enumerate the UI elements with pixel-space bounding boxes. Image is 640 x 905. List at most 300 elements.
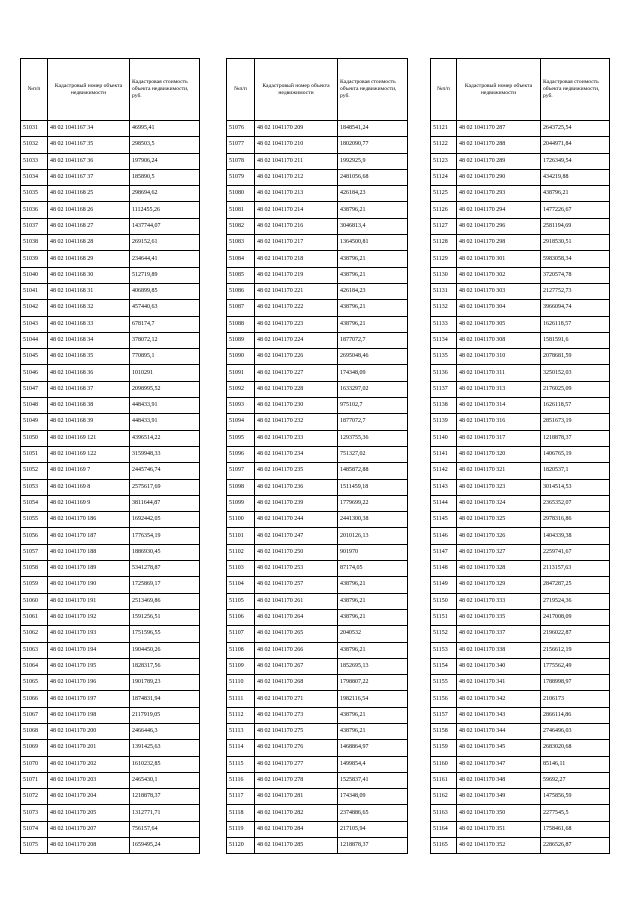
- cadastral-cost-cell: 1218878,37: [338, 838, 408, 854]
- cadastral-cost-cell: 3720574,78: [541, 267, 610, 283]
- cadastral-cost-cell: 298694,62: [130, 186, 200, 202]
- row-number-cell: 51155: [431, 675, 457, 691]
- cadastral-cost-cell: 2176025,09: [541, 381, 610, 397]
- table-row: [21, 626, 200, 642]
- cadastral-cost-cell: 1659495,24: [130, 838, 200, 854]
- cadastral-cost-cell: 434219,88: [541, 169, 610, 185]
- cadastral-cost-cell: 426184,23: [338, 186, 408, 202]
- table-row: [431, 414, 610, 430]
- table-row: [431, 251, 610, 267]
- cadastral-cost-cell: 1725869,17: [130, 577, 200, 593]
- cadastral-number-cell: 48 02 1041170 211: [255, 153, 338, 169]
- cadastral-cost-cell: 197906,24: [130, 153, 200, 169]
- table-row: [227, 756, 408, 772]
- cadastral-number-cell: 48 02 1041170 347: [457, 756, 541, 772]
- cadastral-cost-cell: 298503,5: [130, 137, 200, 153]
- cadastral-cost-cell: 901970: [338, 544, 408, 560]
- table-row: [21, 332, 200, 348]
- cadastral-cost-cell: 756157,64: [130, 821, 200, 837]
- cadastral-cost-cell: 2978316,86: [541, 512, 610, 528]
- cadastral-cost-cell: 1626118,57: [541, 398, 610, 414]
- table-row: [21, 381, 200, 397]
- cadastral-number-cell: 48 02 1041170 284: [255, 821, 338, 837]
- table-row: [21, 512, 200, 528]
- cadastral-cost-cell: 438796,21: [338, 723, 408, 739]
- table-row: [21, 153, 200, 169]
- cadastral-number-cell: 48 02 1041170 329: [457, 577, 541, 593]
- cadastral-cost-cell: 1485872,88: [338, 463, 408, 479]
- cadastral-cost-cell: 1828317,56: [130, 658, 200, 674]
- table-row: [431, 169, 610, 185]
- cadastral-cost-cell: 2277545,5: [541, 805, 610, 821]
- row-number-cell: 51102: [227, 544, 255, 560]
- cadastral-cost-cell: 2098995,52: [130, 381, 200, 397]
- row-number-cell: 51041: [21, 283, 48, 299]
- table-row: [227, 267, 408, 283]
- cadastral-cost-cell: 1726349,54: [541, 153, 610, 169]
- row-number-cell: 51123: [431, 153, 457, 169]
- header-cadastral-number: Кадастровый номер объекта недвижимости: [457, 59, 541, 121]
- table-row: [21, 169, 200, 185]
- cadastral-number-cell: 48 02 1041170 314: [457, 398, 541, 414]
- cadastral-cost-cell: 234644,41: [130, 251, 200, 267]
- row-number-cell: 51062: [21, 626, 48, 642]
- table-row: [431, 202, 610, 218]
- table-row: [21, 593, 200, 609]
- cadastral-cost-cell: 1901789,23: [130, 675, 200, 691]
- cadastral-number-cell: 48 02 1041170 187: [48, 528, 130, 544]
- table-row: [227, 430, 408, 446]
- table-row: [21, 121, 200, 137]
- cadastral-cost-cell: 1775562,49: [541, 658, 610, 674]
- cadastral-number-cell: 48 02 1041170 204: [48, 789, 130, 805]
- table-row: [21, 495, 200, 511]
- cadastral-number-cell: 48 02 1041170 205: [48, 805, 130, 821]
- table-row: [431, 300, 610, 316]
- cadastral-cost-cell: 2286526,87: [541, 838, 610, 854]
- cadastral-cost-cell: 1776354,19: [130, 528, 200, 544]
- table-row: [227, 316, 408, 332]
- cadastral-cost-cell: 2010126,13: [338, 528, 408, 544]
- cadastral-number-cell: 48 02 1041170 304: [457, 300, 541, 316]
- cadastral-cost-cell: 406899,85: [130, 283, 200, 299]
- table-row: [227, 218, 408, 234]
- cadastral-cost-cell: 438796,21: [338, 707, 408, 723]
- table-row: [21, 740, 200, 756]
- row-number-cell: 51083: [227, 235, 255, 251]
- cadastral-number-cell: 48 02 1041170 313: [457, 381, 541, 397]
- cadastral-cost-cell: 2078681,59: [541, 349, 610, 365]
- table-row: [431, 186, 610, 202]
- row-number-cell: 51153: [431, 642, 457, 658]
- cadastral-cost-cell: 3250152,03: [541, 365, 610, 381]
- table-row: [227, 381, 408, 397]
- cadastral-number-cell: 48 02 1041170 230: [255, 398, 338, 414]
- cadastral-number-cell: 48 02 1041170 228: [255, 381, 338, 397]
- row-number-cell: 51069: [21, 740, 48, 756]
- table-row: [21, 479, 200, 495]
- row-number-cell: 51064: [21, 658, 48, 674]
- table-row: [431, 544, 610, 560]
- row-number-cell: 51119: [227, 821, 255, 837]
- cadastral-number-cell: 48 02 1041170 289: [457, 153, 541, 169]
- table-row: [21, 658, 200, 674]
- cadastral-number-cell: 48 02 1041170 310: [457, 349, 541, 365]
- cadastral-number-cell: 48 02 1041170 341: [457, 675, 541, 691]
- cadastral-number-cell: 48 02 1041170 222: [255, 300, 338, 316]
- row-number-cell: 51109: [227, 658, 255, 674]
- cadastral-cost-cell: 1820537,1: [541, 463, 610, 479]
- cadastral-cost-cell: 3046813,4: [338, 218, 408, 234]
- table-row: [227, 593, 408, 609]
- table-row: [21, 642, 200, 658]
- row-number-cell: 51056: [21, 528, 48, 544]
- cadastral-number-cell: 48 02 1041170 218: [255, 251, 338, 267]
- cadastral-cost-cell: 1877072,7: [338, 414, 408, 430]
- table-row: [431, 642, 610, 658]
- row-number-cell: 51135: [431, 349, 457, 365]
- cadastral-cost-cell: 438796,21: [338, 316, 408, 332]
- cadastral-cost-cell: 1293755,36: [338, 430, 408, 446]
- cadastral-number-cell: 48 02 1041170 294: [457, 202, 541, 218]
- row-number-cell: 51113: [227, 723, 255, 739]
- cadastral-cost-cell: 174348,09: [338, 789, 408, 805]
- cadastral-cost-cell: 426184,23: [338, 283, 408, 299]
- table-row: [21, 186, 200, 202]
- cadastral-cost-cell: 438796,21: [338, 202, 408, 218]
- cadastral-number-cell: 48 02 1041170 349: [457, 789, 541, 805]
- cadastral-number-cell: 48 02 1041170 321: [457, 463, 541, 479]
- row-number-cell: 51124: [431, 169, 457, 185]
- cadastral-number-cell: 48 02 1041170 342: [457, 691, 541, 707]
- cadastral-cost-cell: 2465430,1: [130, 772, 200, 788]
- row-number-cell: 51073: [21, 805, 48, 821]
- cadastral-cost-cell: 438796,21: [338, 300, 408, 316]
- cadastral-number-cell: 48 02 1041170 216: [255, 218, 338, 234]
- cadastral-number-cell: 48 02 1041170 210: [255, 137, 338, 153]
- cadastral-cost-cell: 2575617,69: [130, 479, 200, 495]
- row-number-cell: 51037: [21, 218, 48, 234]
- cadastral-number-cell: 48 02 1041168 29: [48, 251, 130, 267]
- cadastral-number-cell: 48 02 1041170 266: [255, 642, 338, 658]
- cadastral-cost-cell: 1802090,77: [338, 137, 408, 153]
- cadastral-cost-cell: 1499854,4: [338, 756, 408, 772]
- row-number-cell: 51043: [21, 316, 48, 332]
- row-number-cell: 51106: [227, 609, 255, 625]
- cadastral-number-cell: 48 02 1041170 277: [255, 756, 338, 772]
- cadastral-cost-cell: 438796,21: [338, 251, 408, 267]
- row-number-cell: 51067: [21, 707, 48, 723]
- table-row: [21, 609, 200, 625]
- table-body: [21, 121, 200, 854]
- table-row: [21, 267, 200, 283]
- row-number-cell: 51061: [21, 609, 48, 625]
- row-number-cell: 51120: [227, 838, 255, 854]
- table-row: [21, 675, 200, 691]
- table-row: [21, 218, 200, 234]
- cadastral-number-cell: 48 02 1041168 25: [48, 186, 130, 202]
- row-number-cell: 51101: [227, 528, 255, 544]
- cadastral-number-cell: 48 02 1041170 207: [48, 821, 130, 837]
- cadastral-number-cell: 48 02 1041170 273: [255, 707, 338, 723]
- cadastral-number-cell: 48 02 1041170 221: [255, 283, 338, 299]
- cadastral-cost-cell: 678174,7: [130, 316, 200, 332]
- table-row: [21, 202, 200, 218]
- table-row: [227, 561, 408, 577]
- cadastral-number-cell: 48 02 1041170 335: [457, 609, 541, 625]
- row-number-cell: 51150: [431, 593, 457, 609]
- table-row: [21, 316, 200, 332]
- cadastral-number-cell: 48 02 1041170 281: [255, 789, 338, 805]
- row-number-cell: 51130: [431, 267, 457, 283]
- table-row: [431, 267, 610, 283]
- cadastral-number-cell: 48 02 1041170 253: [255, 561, 338, 577]
- row-number-cell: 51129: [431, 251, 457, 267]
- row-number-cell: 51115: [227, 756, 255, 772]
- cadastral-cost-cell: 3014514,53: [541, 479, 610, 495]
- row-number-cell: 51044: [21, 332, 48, 348]
- cadastral-number-cell: 48 02 1041170 324: [457, 495, 541, 511]
- cadastral-cost-cell: 1982116,54: [338, 691, 408, 707]
- header-cadastral-number: Кадастровый номер объекта недвижимости: [48, 59, 130, 121]
- cadastral-number-cell: 48 02 1041170 213: [255, 186, 338, 202]
- cadastral-cost-cell: 2374886,65: [338, 805, 408, 821]
- cadastral-cost-cell: 1477226,67: [541, 202, 610, 218]
- cadastral-cost-cell: 1511459,18: [338, 479, 408, 495]
- table-row: [227, 251, 408, 267]
- cadastral-number-cell: 48 02 1041170 264: [255, 609, 338, 625]
- row-number-cell: 51047: [21, 381, 48, 397]
- cadastral-number-cell: 48 02 1041170 212: [255, 169, 338, 185]
- table-row: [431, 675, 610, 691]
- cadastral-number-cell: 48 02 1041170 288: [457, 137, 541, 153]
- cadastral-cost-cell: 438796,21: [338, 642, 408, 658]
- row-number-cell: 51031: [21, 121, 48, 137]
- table-row: [21, 561, 200, 577]
- cadastral-cost-cell: 2127752,73: [541, 283, 610, 299]
- row-number-cell: 51146: [431, 528, 457, 544]
- cadastral-number-cell: 48 02 1041170 276: [255, 740, 338, 756]
- row-number-cell: 51140: [431, 430, 457, 446]
- cadastre-table-1: [20, 58, 200, 854]
- row-number-cell: 51117: [227, 789, 255, 805]
- cadastral-number-cell: 48 02 1041167 36: [48, 153, 130, 169]
- cadastral-cost-cell: 1692442,05: [130, 512, 200, 528]
- row-number-cell: 51121: [431, 121, 457, 137]
- table-row: [431, 577, 610, 593]
- cadastral-cost-cell: 2113157,63: [541, 561, 610, 577]
- row-number-cell: 51042: [21, 300, 48, 316]
- table-row: [431, 235, 610, 251]
- cadastral-number-cell: 48 02 1041170 268: [255, 675, 338, 691]
- cadastral-cost-cell: 1798807,22: [338, 675, 408, 691]
- cadastral-number-cell: 48 02 1041170 234: [255, 446, 338, 462]
- cadastral-cost-cell: 1992925,9: [338, 153, 408, 169]
- row-number-cell: 51158: [431, 723, 457, 739]
- table-row: [431, 805, 610, 821]
- row-number-cell: 51163: [431, 805, 457, 821]
- cadastral-number-cell: 48 02 1041170 298: [457, 235, 541, 251]
- cadastral-number-cell: 48 02 1041170 191: [48, 593, 130, 609]
- cadastral-number-cell: 48 02 1041168 31: [48, 283, 130, 299]
- table-row: [431, 609, 610, 625]
- cadastral-number-cell: 48 02 1041170 352: [457, 838, 541, 854]
- row-number-cell: 51074: [21, 821, 48, 837]
- table-row: [21, 414, 200, 430]
- row-number-cell: 51125: [431, 186, 457, 202]
- cadastral-cost-cell: 1218878,37: [130, 789, 200, 805]
- cadastral-cost-cell: 2481056,68: [338, 169, 408, 185]
- cadastral-number-cell: 48 02 1041170 275: [255, 723, 338, 739]
- row-number-cell: 51045: [21, 349, 48, 365]
- cadastral-cost-cell: 2513469,86: [130, 593, 200, 609]
- cadastral-cost-cell: 1591256,51: [130, 609, 200, 625]
- header-number: №п/п: [227, 59, 255, 121]
- table-row: [431, 479, 610, 495]
- table-row: [227, 626, 408, 642]
- table-row: [227, 740, 408, 756]
- cadastral-cost-cell: 4396514,22: [130, 430, 200, 446]
- row-number-cell: 51093: [227, 398, 255, 414]
- cadastral-cost-cell: 2581194,69: [541, 218, 610, 234]
- cadastral-cost-cell: 438796,21: [338, 577, 408, 593]
- cadastral-number-cell: 48 02 1041170 290: [457, 169, 541, 185]
- cadastral-number-cell: 48 02 1041170 203: [48, 772, 130, 788]
- table-row: [431, 365, 610, 381]
- table-row: [431, 691, 610, 707]
- cadastral-cost-cell: 85146,11: [541, 756, 610, 772]
- cadastral-number-cell: 48 02 1041168 26: [48, 202, 130, 218]
- header-cadastral-cost: Кадастровая стоимость объекта недвижимости, руб.: [541, 59, 610, 121]
- cadastral-number-cell: 48 02 1041170 226: [255, 349, 338, 365]
- table-row: [227, 805, 408, 821]
- cadastral-number-cell: 48 02 1041170 250: [255, 544, 338, 560]
- cadastral-cost-cell: 2918530,51: [541, 235, 610, 251]
- table-row: [227, 544, 408, 560]
- table-row: [431, 528, 610, 544]
- row-number-cell: 51144: [431, 495, 457, 511]
- table-row: [431, 626, 610, 642]
- cadastral-cost-cell: 2117919,05: [130, 707, 200, 723]
- row-number-cell: 51079: [227, 169, 255, 185]
- cadastral-number-cell: 48 02 1041170 232: [255, 414, 338, 430]
- cadastral-cost-cell: 2683020,68: [541, 740, 610, 756]
- cadastral-number-cell: 48 02 1041170 224: [255, 332, 338, 348]
- row-number-cell: 51160: [431, 756, 457, 772]
- row-number-cell: 51086: [227, 283, 255, 299]
- table-row: [21, 756, 200, 772]
- table-row: [227, 789, 408, 805]
- row-number-cell: 51087: [227, 300, 255, 316]
- cadastral-number-cell: 48 02 1041170 305: [457, 316, 541, 332]
- cadastral-cost-cell: 2040532: [338, 626, 408, 642]
- table-row: [227, 658, 408, 674]
- table-row: [431, 316, 610, 332]
- cadastral-cost-cell: 512719,89: [130, 267, 200, 283]
- cadastral-number-cell: 48 02 1041168 32: [48, 300, 130, 316]
- cadastral-number-cell: 48 02 1041170 198: [48, 707, 130, 723]
- cadastral-number-cell: 48 02 1041168 30: [48, 267, 130, 283]
- row-number-cell: 51066: [21, 691, 48, 707]
- row-number-cell: 51126: [431, 202, 457, 218]
- cadastral-number-cell: 48 02 1041170 317: [457, 430, 541, 446]
- cadastral-cost-cell: 2196022,87: [541, 626, 610, 642]
- cadastral-cost-cell: 457440,63: [130, 300, 200, 316]
- table-row: [431, 137, 610, 153]
- cadastral-number-cell: 48 02 1041170 311: [457, 365, 541, 381]
- cadastral-number-cell: 48 02 1041170 302: [457, 267, 541, 283]
- row-number-cell: 51034: [21, 169, 48, 185]
- cadastral-number-cell: 48 02 1041168 35: [48, 349, 130, 365]
- cadastral-cost-cell: 1404339,38: [541, 528, 610, 544]
- cadastral-cost-cell: 448433,91: [130, 414, 200, 430]
- row-number-cell: 51103: [227, 561, 255, 577]
- row-number-cell: 51070: [21, 756, 48, 772]
- table-row: [21, 838, 200, 854]
- row-number-cell: 51133: [431, 316, 457, 332]
- cadastral-cost-cell: 1525837,41: [338, 772, 408, 788]
- table-row: [431, 707, 610, 723]
- table-row: [431, 658, 610, 674]
- table-row: [21, 430, 200, 446]
- cadastral-cost-cell: 1406765,19: [541, 446, 610, 462]
- cadastral-number-cell: 48 02 1041170 337: [457, 626, 541, 642]
- cadastral-cost-cell: 1010291: [130, 365, 200, 381]
- row-number-cell: 51053: [21, 479, 48, 495]
- cadastral-number-cell: 48 02 1041168 36: [48, 365, 130, 381]
- row-number-cell: 51075: [21, 838, 48, 854]
- cadastral-number-cell: 48 02 1041170 193: [48, 626, 130, 642]
- table-row: [431, 153, 610, 169]
- cadastral-number-cell: 48 02 1041170 201: [48, 740, 130, 756]
- row-number-cell: 51072: [21, 789, 48, 805]
- row-number-cell: 51156: [431, 691, 457, 707]
- row-number-cell: 51077: [227, 137, 255, 153]
- table-row: [227, 675, 408, 691]
- row-number-cell: 51127: [431, 218, 457, 234]
- cadastral-number-cell: 48 02 1041170 197: [48, 691, 130, 707]
- table-row: [21, 446, 200, 462]
- cadastral-number-cell: 48 02 1041170 265: [255, 626, 338, 642]
- table-row: [21, 772, 200, 788]
- cadastral-cost-cell: 751327,02: [338, 446, 408, 462]
- cadastral-number-cell: 48 02 1041169 7: [48, 463, 130, 479]
- cadastral-cost-cell: 1751596,55: [130, 626, 200, 642]
- cadastral-cost-cell: 1610232,85: [130, 756, 200, 772]
- table-row: [227, 821, 408, 837]
- cadastral-number-cell: 48 02 1041170 343: [457, 707, 541, 723]
- table-row: [21, 691, 200, 707]
- cadastral-cost-cell: 1468864,97: [338, 740, 408, 756]
- table-row: [21, 365, 200, 381]
- table-body: [227, 121, 408, 854]
- table-body: [431, 121, 610, 854]
- cadastral-number-cell: 48 02 1041170 323: [457, 479, 541, 495]
- table-row: [21, 821, 200, 837]
- cadastral-cost-cell: 1848541,24: [338, 121, 408, 137]
- cadastral-number-cell: 48 02 1041170 326: [457, 528, 541, 544]
- cadastral-number-cell: 48 02 1041170 227: [255, 365, 338, 381]
- table-row: [431, 463, 610, 479]
- table-row: [227, 349, 408, 365]
- cadastral-number-cell: 48 02 1041170 278: [255, 772, 338, 788]
- row-number-cell: 51060: [21, 593, 48, 609]
- row-number-cell: 51128: [431, 235, 457, 251]
- row-number-cell: 51134: [431, 332, 457, 348]
- cadastral-cost-cell: 2466446,3: [130, 723, 200, 739]
- table-row: [21, 544, 200, 560]
- cadastral-cost-cell: 5983058,34: [541, 251, 610, 267]
